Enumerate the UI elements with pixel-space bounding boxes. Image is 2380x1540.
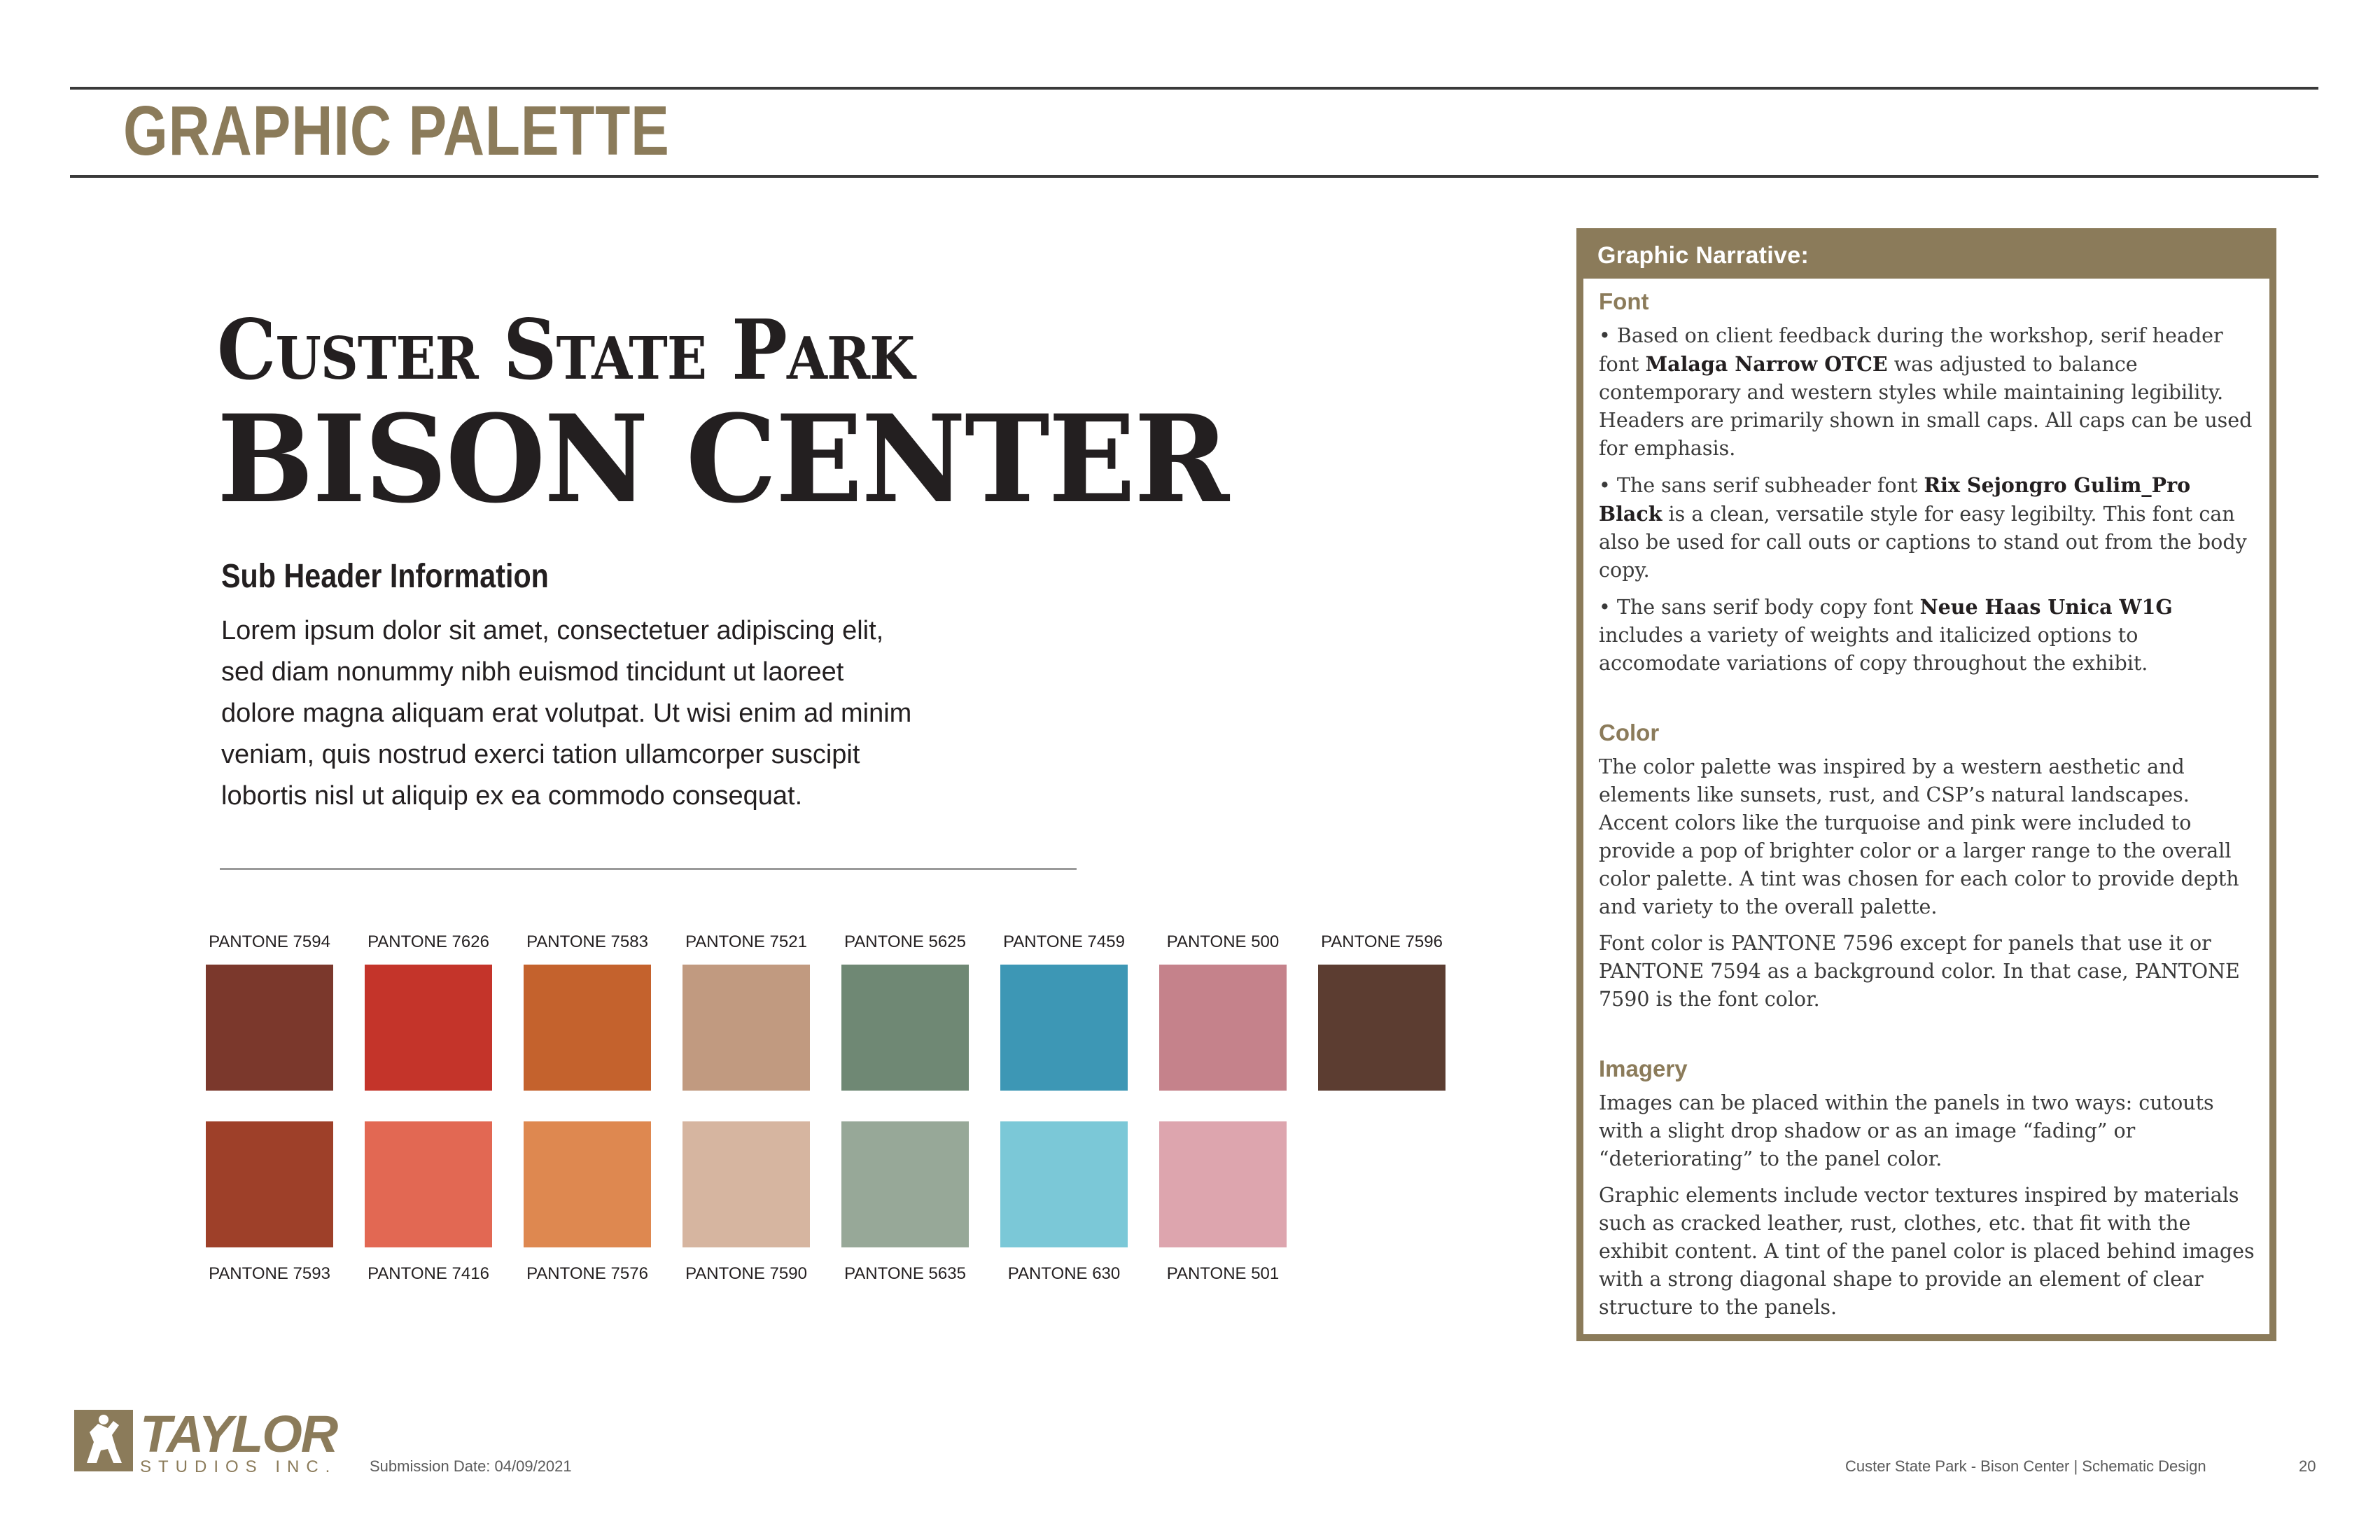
color-swatch — [682, 1121, 810, 1247]
body-line: Lorem ipsum dolor sit amet, consectetuer adipiscing elit, — [221, 616, 884, 645]
color-swatch — [1318, 965, 1446, 1091]
submission-date: Submission Date: 04/09/2021 — [370, 1457, 572, 1475]
bison-center-heading: BISON CENTER — [217, 388, 1228, 530]
color-paragraph-2: Font color is PANTONE 7596 except for panels that use it or PANTONE 7594 as a background color. In that case, PANTONE 7590 is the font color. — [1599, 932, 2240, 1011]
pantone-label: PANTONE 7416 — [368, 1264, 489, 1283]
sub-header: Sub Header Information — [221, 558, 549, 595]
pantone-label: PANTONE 7459 — [1003, 932, 1125, 951]
imagery-paragraph-1: Images can be placed within the panels in two ways: cutouts with a slight drop shadow or as an image “fading” or “deteriorating” to the panel color. — [1599, 1091, 2214, 1170]
imagery-section-title: Imagery — [1599, 1056, 1688, 1082]
color-swatch — [524, 965, 651, 1091]
pantone-label: PANTONE 7583 — [526, 932, 648, 951]
font-paragraph-3: • The sans serif body copy font Neue Haas Unica W1G includes a variety of weights and italicized options to accomodate variations of copy throughout the exhibit. — [1599, 595, 2173, 675]
body-line: sed diam nonummy nibh euismod tincidunt ut laoreet — [221, 657, 844, 687]
color-swatch — [524, 1121, 651, 1247]
color-swatch — [1159, 1121, 1287, 1247]
pantone-label: PANTONE 7521 — [685, 932, 807, 951]
color-swatch — [206, 1121, 333, 1247]
narrative-header: Graphic Narrative: — [1583, 235, 2269, 279]
color-swatch — [206, 965, 333, 1091]
pantone-label: PANTONE 500 — [1166, 932, 1280, 951]
page-number: 20 — [2299, 1457, 2316, 1475]
pantone-label: PANTONE 7626 — [368, 932, 489, 951]
title-underline — [70, 175, 2318, 178]
font-name-header: Malaga Narrow OTCE — [1645, 352, 1888, 376]
pantone-label: PANTONE 7576 — [526, 1264, 648, 1283]
color-swatch — [1159, 965, 1287, 1091]
taylor-studios-logo — [73, 1407, 343, 1477]
font-section-title: Font — [1599, 288, 1649, 314]
color-paragraph-1: The color palette was inspired by a western aesthetic and elements like sunsets, rust, and CSP’s natural landscapes. Accent colors like the turquoise and pink were included to provide a pop of brighter color or a larger range to the overall color palette. A tint was chosen for each color to provide depth and variety to the overall palette. — [1599, 755, 2239, 918]
body-line: lobortis nisl ut aliquip ex ea commodo consequat. — [221, 781, 803, 811]
font-name-subheader: Rix Sejongro Gulim_Pro Black — [1599, 473, 2191, 526]
font-paragraph-2: • The sans serif subheader font Rix Sejongro Gulim_Pro Black is a clean, versatile style for easy legibilty. This font can also be used for call outs or captions to stand out from the body copy. — [1599, 473, 2247, 582]
color-section — [1599, 720, 2255, 1014]
pantone-label: PANTONE 7593 — [209, 1264, 330, 1283]
color-swatch — [841, 965, 969, 1091]
page-title: GRAPHIC PALETTE — [123, 92, 670, 170]
pantone-label: PANTONE 7594 — [209, 932, 330, 951]
logo-figure-icon — [73, 1407, 136, 1474]
pantone-label: PANTONE 5635 — [844, 1264, 966, 1283]
body-line: veniam, quis nostrud exerci tation ullamcorper suscipit — [221, 740, 860, 769]
divider — [220, 868, 1077, 870]
body-copy-sample — [221, 610, 1005, 817]
logo-subtitle: STUDIOS INC. — [140, 1457, 337, 1476]
color-swatch — [682, 965, 810, 1091]
color-swatch — [1000, 965, 1128, 1091]
pantone-label: PANTONE 7596 — [1321, 932, 1443, 951]
narrative-body — [1583, 279, 2269, 1322]
logo-wordmark: TAYLOR — [140, 1405, 337, 1463]
font-paragraph-1: • Based on client feedback during the workshop, serif header font Malaga Narrow OTCE was adjusted to balance contemporary and western styles while maintaining legibility. Headers are primarily shown in small caps. All caps can be used for emphasis. — [1599, 324, 2253, 460]
color-section-title: Color — [1599, 720, 1660, 746]
pantone-label: PANTONE 501 — [1166, 1264, 1280, 1283]
pantone-label: PANTONE 5625 — [844, 932, 966, 951]
color-swatch — [841, 1121, 969, 1247]
graphic-narrative-panel — [1576, 228, 2276, 1341]
color-swatch — [365, 965, 492, 1091]
color-swatch — [1000, 1121, 1128, 1247]
imagery-paragraph-2: Graphic elements include vector textures inspired by materials such as cracked leather, rust, clothes, etc. that fit with the exhibit content. A tint of the panel color is placed behind images with a strong diagonal shape to provide an element of clear structure to the panels. — [1599, 1184, 2255, 1319]
project-info: Custer State Park - Bison Center | Schematic Design — [1845, 1457, 2206, 1475]
imagery-section — [1599, 1056, 2255, 1322]
color-swatch — [365, 1121, 492, 1247]
pantone-label: PANTONE 7590 — [685, 1264, 807, 1283]
top-rule — [70, 87, 2318, 90]
font-name-body: Neue Haas Unica W1G — [1919, 595, 2173, 619]
park-name-heading: Custer State Park — [217, 301, 915, 398]
font-section — [1599, 288, 2255, 678]
body-line: dolore magna aliquam erat volutpat. Ut wisi enim ad minim — [221, 699, 912, 728]
pantone-label: PANTONE 630 — [1007, 1264, 1121, 1283]
